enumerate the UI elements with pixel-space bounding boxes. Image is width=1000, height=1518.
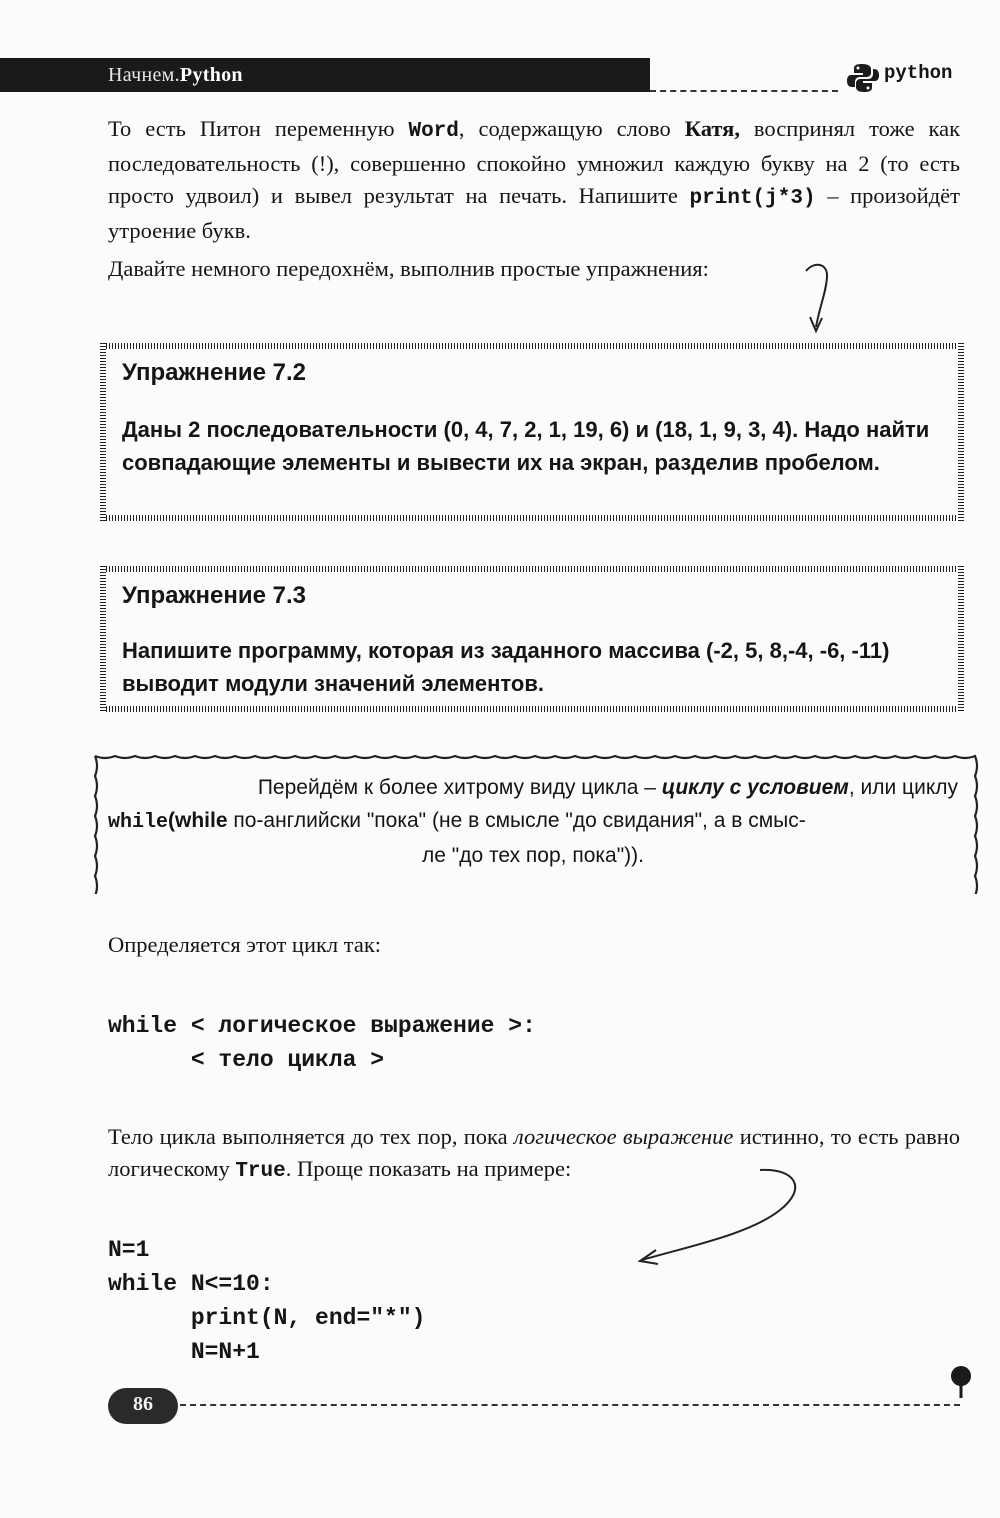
header-dashed-line bbox=[650, 90, 838, 92]
note-line-2 bbox=[108, 804, 958, 839]
example-code-block bbox=[108, 1233, 425, 1369]
note-text-2: , или циклу bbox=[848, 776, 958, 799]
p4-italic: логическое выражение bbox=[513, 1124, 734, 1149]
exercise-body: Напишите программу, которая из заданного массива (-2, 5, 8,-4, -6, -11) выводит модули значений элементов. bbox=[122, 638, 890, 696]
exercise-body: Даны 2 последовательности (0, 4, 7, 2, 1, 19, 6) и (18, 1, 9, 3, 4). Надо найти совпадающие элементы и вывести их на экран, разделив пробелом. bbox=[122, 417, 930, 475]
syntax-line-2: < тело цикла > bbox=[108, 1047, 385, 1073]
p1-code-word: Word bbox=[408, 120, 459, 143]
exercise-title: Упражнение 7.3 bbox=[122, 582, 307, 609]
paragraph-3: Определяется этот цикл так: bbox=[108, 932, 382, 957]
p1-text-3: воспринял тоже как последовательность (!), совершенно спокойно умножил каждую букву на 2 (то есть просто удвоил) и вывел результат на печать. Напишите bbox=[108, 116, 961, 208]
note-line-3: ле "до тех пор, пока")). bbox=[422, 844, 644, 867]
python-logo-icon bbox=[846, 62, 880, 94]
code-line-1: N=1 bbox=[108, 1237, 150, 1263]
exercise-title: Упражнение 7.2 bbox=[122, 359, 307, 386]
syntax-block bbox=[108, 1009, 536, 1077]
pin-icon bbox=[948, 1364, 974, 1400]
p1-text-2: , содержащую слово bbox=[458, 116, 685, 141]
p1-text-4: – произойдёт утроение букв. bbox=[108, 183, 960, 243]
footer-dashed-line bbox=[180, 1404, 960, 1406]
code-line-2: while N<=10: bbox=[108, 1271, 274, 1297]
p4-text-3: . Проще показать на примере: bbox=[285, 1156, 572, 1181]
p4-text-1: Тело цикла выполняется до тех пор, пока bbox=[108, 1124, 514, 1149]
paragraph-2: Давайте немного передохнём, выполнив простые упражнения: bbox=[108, 256, 709, 281]
page-number: 86 bbox=[133, 1393, 153, 1415]
exercise-box-7-2 bbox=[100, 343, 964, 521]
p1-code-print: print(j*3) bbox=[689, 187, 816, 210]
p4-code-true: True bbox=[235, 1160, 286, 1183]
p1-bold-katya: Катя, bbox=[684, 116, 740, 141]
running-title bbox=[108, 62, 243, 88]
header-bar bbox=[0, 58, 650, 92]
note-box bbox=[108, 771, 958, 872]
code-line-4: N=N+1 bbox=[108, 1339, 260, 1365]
title-bold: Python bbox=[179, 64, 243, 86]
arrow-curve-icon bbox=[630, 1158, 810, 1268]
note-text-3: по-английски "пока" (не в смысле "до свидания", а в смыс- bbox=[227, 809, 806, 832]
p1-text-1: То есть Питон переменную bbox=[108, 116, 409, 141]
note-text-1: Перейдём к более хитрому виду цикла – bbox=[257, 776, 662, 799]
logo-text: python bbox=[884, 62, 953, 84]
arrow-down-icon bbox=[800, 255, 840, 335]
note-emphasis: циклу с условием bbox=[661, 776, 849, 799]
note-code-while: while bbox=[108, 811, 169, 834]
title-regular: Начнем. bbox=[108, 64, 180, 86]
paragraph-4 bbox=[108, 1121, 960, 1188]
exercise-box-7-3 bbox=[100, 566, 964, 712]
note-line-1 bbox=[108, 771, 958, 804]
p4-text-2: истинно, то есть равно логическому bbox=[108, 1124, 960, 1181]
syntax-line-1: while < логическое выражение >: bbox=[108, 1013, 536, 1039]
paragraph-1 bbox=[108, 113, 960, 247]
code-line-3: print(N, end="*") bbox=[108, 1305, 426, 1331]
note-bold-while: (while bbox=[168, 809, 228, 832]
